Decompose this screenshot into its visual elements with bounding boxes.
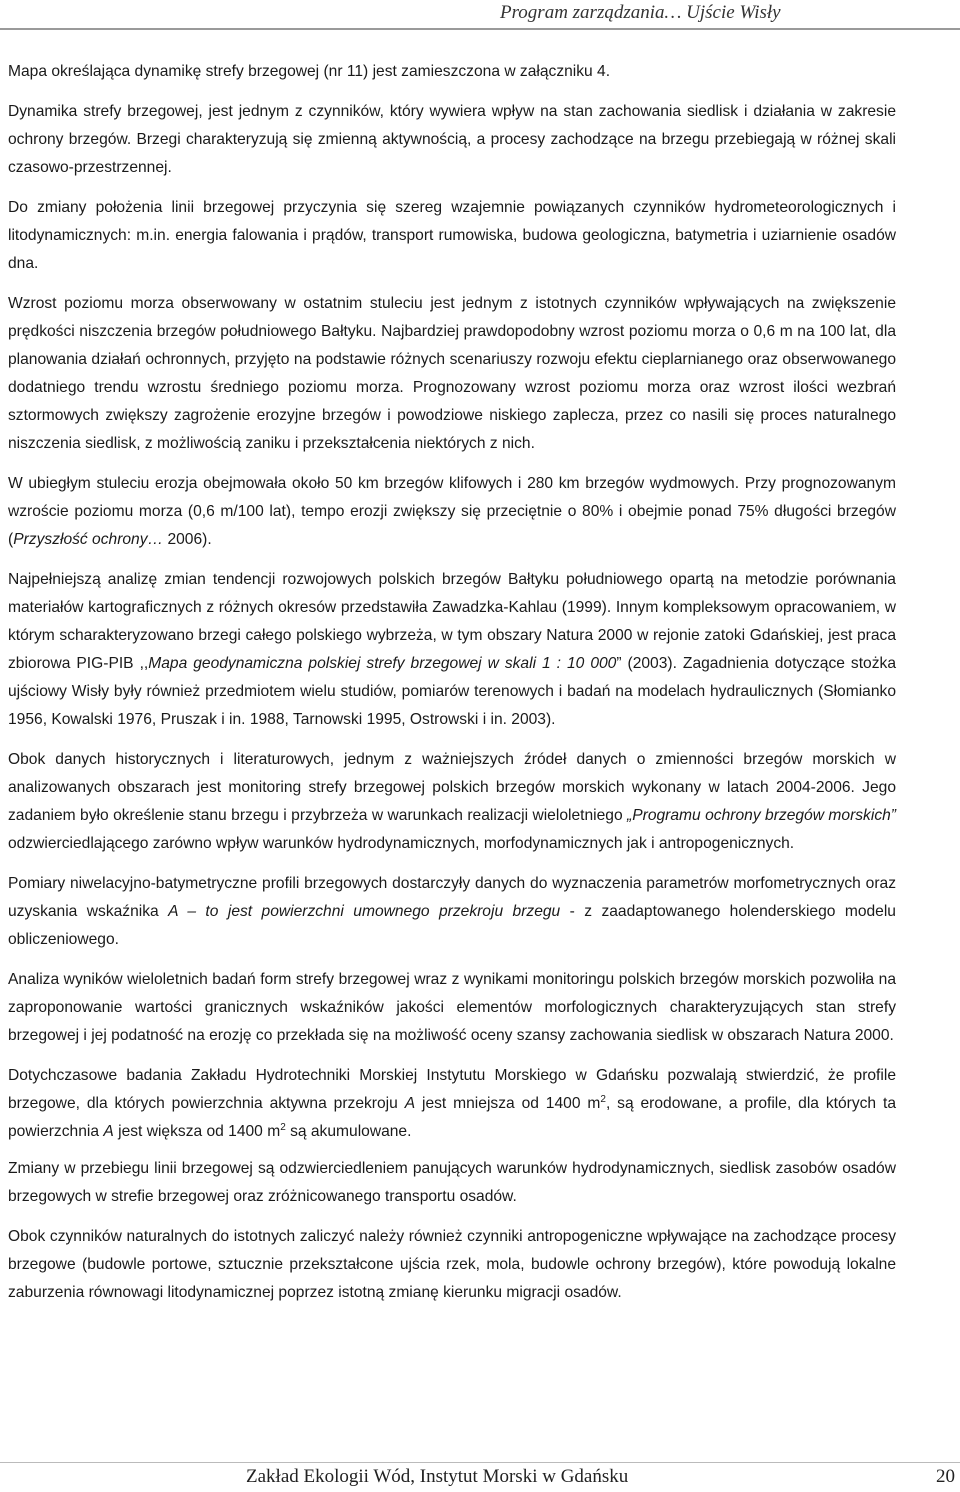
text-run: , są erodowane, a profile, dla których ta powierzchnia — [8, 1095, 896, 1140]
italic-title: Mapa geodynamiczna polskiej strefy brzegowej w skali 1 : 10 000 — [148, 655, 617, 672]
paragraph-coastal-dynamics: Dynamika strefy brzegowej, jest jednym z czynników, który wywiera wpływ na stan zachowania siedlisk i działania w zakresie ochrony brzegów. Brzegi charakteryzują się zmienną aktywnością, a procesy zachodzące na brzegu przebiegają w różnej skali czasowo-przestrzennej. — [8, 103, 896, 176]
text-run: Dotychczasowe badania Zakładu Hydrotechniki Morskiej Instytutu Morskiego w Gdańsku pozwalają stwierdzić, że profile brzegowe, dla których powierzchnia aktywna przekroju — [8, 1067, 896, 1112]
italic-symbol: A — [404, 1095, 416, 1112]
paragraph-levelling — [8, 870, 896, 954]
text-run: W ubiegłym stuleciu erozja obejmowała około 50 km brzegów klifowych i 280 km brzegów wydmowych. Przy prognozowanym wzroście poziomu morza (0,6 m/100 lat), tempo erozji zwiększy się przeciętnie o 80% i obejmie ponad 75% długości brzegów ( — [8, 475, 896, 548]
text-run: jest większa od 1400 m — [113, 1123, 281, 1140]
page-header — [0, 0, 960, 30]
paragraph-research-findings — [8, 1062, 896, 1146]
footer-institution: Zakład Ekologii Wód, Instytut Morski w Gdańsku — [246, 1466, 629, 1487]
paragraph-monitoring — [8, 746, 896, 858]
text-run: są akumulowane. — [285, 1123, 412, 1140]
text-run: Najpełniejszą analizę zmian tendencji rozwojowych polskich brzegów Bałtyku południowego opartą na metodzie porównania materiałów kartograficznych z różnych okresów przedstawiła Zawadzka-Kahlau (1999). Innym kompleksowym opracowaniem, w którym scharakteryzowano brzegi całego polskiego wybrzeża, w tym obszary Natura 2000 w rejonie zatoki Gdańskiej, jest praca zbiorowa PIG-PIB ,, — [8, 571, 896, 672]
paragraph-shoreline-changes: Zmiany w przebiegu linii brzegowej są odzwierciedleniem panujących warunków hydrodynamicznych, siedlisk zasobów osadów brzegowych w strefie brzegowej oraz zróżnicowanego transportu osadów. — [8, 1160, 896, 1205]
paragraph-map-reference: Mapa określająca dynamikę strefy brzegowej (nr 11) jest zamieszczona w załączniku 4. — [8, 63, 611, 80]
superscript: 2 — [280, 1122, 286, 1133]
italic-definition: A – to jest powierzchni umownego przekroju brzegu — [168, 903, 561, 920]
italic-citation: Przyszłość ochrony… — [13, 531, 164, 548]
text-run: jest mniejsza od 1400 m — [415, 1095, 601, 1112]
document-body — [8, 58, 896, 1319]
paragraph-anthropogenic-factors: Obok czynników naturalnych do istotnych zaliczyć należy również czynniki antropogeniczne wpływające na zachodzące procesy brzegowe (budowle portowe, sztucznie przekształcone ujścia rzek, mola, budowle ochrony brzegów), które powodują lokalne zaburzenia równowagi litodynamicznej poprzez istotną zmianę kierunku migracji osadów. — [8, 1228, 896, 1301]
paragraph-analysis-results: Analiza wyników wieloletnich badań form strefy brzegowej wraz z wynikami monitoringu polskich brzegów morskich pozwoliła na zaproponowanie wartości granicznych wskaźników jakości elementów morfologicznych charakteryzujących stan strefy brzegowej i jej podatność na erozję co przekłada się na możliwość oceny szansy zachowania siedlisk w obszarach Natura 2000. — [8, 971, 896, 1044]
page-number: 20 — [936, 1466, 955, 1487]
italic-symbol: A — [103, 1123, 114, 1140]
text-run: Obok danych historycznych i literaturowych, jednym z ważniejszych źródeł danych o zmienności brzegów morskich w analizowanych obszarach jest monitoring strefy brzegowej polskich brzegów morskich wykonany w latach 2004-2006. Jego zadaniem było określenie stanu brzegu i przybrzeża w warunkach realizacji wieloletniego — [8, 751, 896, 824]
text-run: - z zaadaptowanego holenderskiego modelu obliczeniowego. — [8, 903, 896, 948]
paragraph-erosion-history — [8, 470, 896, 554]
text-run: odzwierciedlającego zarówno wpływ warunków hydrodynamicznych, morfodynamicznych jak i antropogenicznych. — [8, 835, 795, 852]
header-divider — [0, 28, 960, 30]
text-run: ” (2003). Zagadnienia dotyczące stożka ujściowy Wisły były również przedmiotem wielu studiów, pomiarów terenowych i badań na modelach hydraulicznych (Słomianko 1956, Kowalski 1976, Pruszak i in. 1988, Tarnowski 1995, Ostrowski i in. 2003). — [8, 655, 896, 728]
footer-divider — [0, 1462, 960, 1463]
paragraph-shoreline-factors: Do zmiany położenia linii brzegowej przyczynia się szereg wzajemnie powiązanych czynników hydrometeorologicznych i litodynamicznych: m.in. energia falowania i prądów, transport rumowiska, budowa geologiczna, batymetria i uziarnienie osadów dna. — [8, 199, 896, 272]
text-run: Pomiary niwelacyjno-batymetryczne profili brzegowych dostarczyły danych do wyznaczenia parametrów morfometrycznych oraz uzyskania wskaźnika — [8, 875, 896, 920]
paragraph-analyses — [8, 566, 896, 734]
paragraph-sea-level-rise: Wzrost poziomu morza obserwowany w ostatnim stuleciu jest jednym z istotnych czynników wpływających na zwiększenie prędkości niszczenia brzegów południowego Bałtyku. Najbardziej prawdopodobny wzrost poziomu morza o 0,6 m na 100 lat, dla planowania działań ochronnych, przyjęto na podstawie różnych scenariuszy rozwoju efektu cieplarnianego oraz obserwowanego dodatniego trendu wzrostu średniego poziomu morza. Prognozowany wzrost poziomu morza oraz wzrost ilości wezbrań sztormowych zwiększy zagrożenie erozyjne brzegów i powodziowe niskiego zaplecza, przez co nasili się proces naturalnego niszczenia siedlisk, z możliwością zaniku i przekształcenia niektórych z nich. — [8, 295, 896, 452]
header-title: Program zarządzania… Ujście Wisły — [500, 2, 781, 23]
text-run: 2006). — [163, 531, 212, 548]
superscript: 2 — [600, 1094, 606, 1105]
italic-program-name: „Programu ochrony brzegów morskich” — [627, 807, 896, 824]
